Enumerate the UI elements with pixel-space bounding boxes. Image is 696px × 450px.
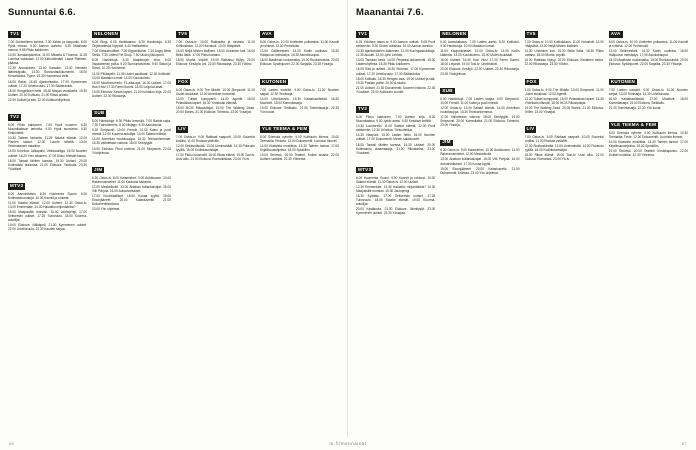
program-listing: 7.00 Lasten suosikit. 9.00 Ostos-tv. 11.00 Nuorten sarjaa. 13.00 Teinisarja. 14.30 Urheilukuvia. <box>608 87 688 96</box>
program-listing: 18.00 NCIS Rikostutkijat. 19.00 The Walking Dead. 20.00 Bones. 21.00 Elokuva: Toiminta. 23.00 Yösarjat. <box>176 105 255 114</box>
program-listing: 6.00 Hankintoja. 7.00 Lasten sarjaa. 9.00 Simpsonit. 10.00 Frendit. 11.00 Kaksi ja puoli miestä. <box>440 96 520 105</box>
program-listing: 19.00 Strömsö. 20.00 Teatteri: Kirsikkapuisto. 22.00 Uutiset ruotsiksi. 22.30 Yöteema. <box>608 149 688 158</box>
channel-name: FOX <box>526 78 537 84</box>
program-listing: 13.30 Tuliset kumppanit. 15.00 Pelastakaa lapset. 16.30 Yhdeksän elämää. 18.00 NCIS Rikostutkijat. <box>524 96 604 105</box>
program-listing: 7.00 Kansainväliset. 7.20 Kipparikurssi. 7.20 Angry Birds Stella. 7.30 Littlest Pet Shop. 7.50 Uudet pikkuponit. <box>92 49 171 58</box>
channel-block <box>8 22 87 102</box>
program-listing: 12.00 Mestarikokit. 13.00 Alaskan kullankaivajat. 15.00 Villi Pohjola. 16.00 Autoarvoitukset. <box>92 184 171 193</box>
right-page <box>348 0 696 437</box>
channel-name: YLE TEEMA & FEM <box>610 122 657 128</box>
program-listing: 6.00 Blogi. 6.05 Harkitaanko. 6.30 Hankintoja. 6.30 Ohjelmatiedot löytyvät. 6.40 Hailisattelut. <box>92 40 171 49</box>
program-listing: 12.00 Sinkkuelämää. 13.00 Unelmahäät. 14.30 Pukeudu tyylillä. 16.00 Kodinkaunistajat. <box>524 144 604 153</box>
program-listing: 13.00 Tanskan kesä. 14.00 Perjantai-dokumentti. 15.00 Lastenohjelmia. 15.30 Pikku kakkonen. <box>356 58 436 67</box>
program-listing: 6.25 Ykkösen aamu-tv. 9.00 Aamun uutiset. 9.05 Puoli seitsemän. 9.30 Suomi uutisissa. 10.00 Aamun aurinko. <box>356 40 436 49</box>
program-listing: 7.00 Suhteellinen kohina. 7.30 Kirkko ja kaupunki. 8.00 Pyhä messu. 9.00 Aamun aurinko. 9.25 Maailman menoa. 9.55 Pikku kakkonen. <box>8 40 87 53</box>
program-listing: 13.00 Grillimestarit. 14.30 Kodin uudistus. 16.00 Hääpuvun metsästys. 17.00 Asuntokaupat. <box>608 49 688 58</box>
program-listing: 6.00 Ostos-tv. 9.00 The Middle. 10.00 Simpsonit. 11.00 Uudet asukkaat. 12.00 Agentit. <box>524 87 604 96</box>
channel-name: JIM <box>94 166 103 172</box>
channel-block <box>260 22 339 66</box>
channel-block <box>92 101 171 155</box>
program-listing: 20.00 Elokuva: Kesäyö. 22.00 Uutiset. 22.30 Rikossarja. 23.30 Yöohjelmaa. <box>440 67 520 76</box>
channel-name: TV1 <box>10 31 20 36</box>
program-listing: 12.00 Sinkkuelämää. 13.00 Unelmahäät. 14.30 Pukeudu tyylillä. 16.00 Kodinkaunistajat. <box>176 144 255 153</box>
program-listing: 18.00 Tanssii tähtien kanssa. 19.30 Uutiset. 20.00 Kotimaista draamaa. 21.00 Elokuva: Talvisota. 23.30 Yöuutiset. <box>8 158 87 171</box>
column-1 <box>8 22 87 420</box>
program-listing: 14.30 Unelmien koti. 15.30 Bella Italia. 16.30 Pikku kartano. 18.00 Murha, kirjoitti. <box>524 49 604 58</box>
program-listing: 11.00 Pilkkapelit. 11.45 Uudet asukkaat. 12.30 Kotikokit. 13.00 Maatalon lomat. 14.00 Koulukolmio. <box>92 71 171 80</box>
channel-block <box>609 70 688 110</box>
right-page-columns <box>356 22 688 420</box>
channel-block <box>525 22 604 66</box>
page-footer <box>0 437 696 450</box>
channel-block <box>176 70 255 114</box>
program-listing: 19.00 The Walking Dead. 20.00 Bones. 21.00 Elokuva: Trilleri. 23.00 Yösarjat. <box>524 105 604 114</box>
column-4 <box>609 22 688 420</box>
program-listing: 23.00 Yön ohjelmat. <box>92 207 120 212</box>
channel-name: NELONEN <box>94 31 119 36</box>
left-page <box>0 0 348 437</box>
channel-name: LIV <box>526 126 535 132</box>
program-listing: 10.30 Luontoretki. 11.00 Salatut elämät. 12.00 Puoli seitsemän. 12.30 Urheilua: Yleisurheilua. <box>356 124 436 133</box>
program-listing: 18.00 Kotikatu. 18.30 Hengen asia. 19.00 Uutiset ja sää. 19.30 Pasilan poliisi. 20.00 A-studio. <box>356 76 436 85</box>
program-listing: 16.00 Sää ja uutiset. 16.30 Strömsö. 17.00 Kymmenen uutiset. 17.20 Urheiluruutu. 17.30 Säätiedotus. <box>356 67 436 76</box>
channel-name: NELONEN <box>442 31 467 36</box>
program-listing: 12.30 Emmerdale. 13.30 Haluatko miljonääriksi? 14.30 Maajussille morsian. 15.30 Jauhojengi. <box>356 184 436 193</box>
channel-block <box>176 22 255 66</box>
program-listing: 14.30 Naapurit. 15.00 Lasten hetki. 16.00 Nuorten uutiset. 17.00 Dokumentti: Meren salaisuudet. <box>356 133 436 142</box>
program-listing: 15.00 Moottoriurheilu: F1-aika-ajot. 16.30 Uutiset. 17.00 Hus! Hus! 17.30 Farmi Suomi. 18.00 Leijonat-kisat. <box>92 80 171 89</box>
program-listing: 16.00 Kalastuselämää. 17.00 Moottorit. 18.00 Komediasarja. 19.00 Elokuva: Seikkailu. <box>608 96 688 105</box>
program-listing: 18.00 Murha, kirjoitti. 19.00 Ratkaisu löytyy. 20.00 Elokuva: Kesäyön uni. 22.00 Rikossarja. 23.30 Yökino. <box>176 58 255 67</box>
program-listing: 18.00 Rikas elämä. 19.00 Tosi-tv: Uusi alku. 21.00 Elokuva: Romanssi. 23.00 Yö-tv. <box>524 153 604 162</box>
program-listing: 17.00 Kuninkaalliset. 18.00 Kovaa kyytiä. 19.00 Eloonjääneet. 20.00 Kalastusretki. 21.00 Dokumenttielokuva. <box>92 194 171 207</box>
program-listing: 16.00 Raksi. 16.45 Ajankohtaisia. 17.00 Kymmenen uutiset. 17.20 Urheiluruutu. 17.30 Säätiedotus. <box>8 79 87 88</box>
left-page-columns <box>8 22 339 420</box>
program-listing: 6.00 Pikku kakkonen. 7.00 Aamun kirja. 8.30 Muumilaakso. 9.00 Jyrkin aamu. 9.30 Kesäiset keittiöt. <box>356 115 436 124</box>
program-listing: 14.00 Klassista musiikkia. 15.30 Taiteen tarinat. 17.00 Kirjallisuusohjelma. 18.00 Sprakfilm. <box>260 144 339 153</box>
program-listing: 11.00 Salatut elämät. 12.00 Uutiset. 12.30 Ostos-tv. 13.00 Emmerdale. 14.00 Haluatko miljonääriksi? <box>8 201 87 210</box>
right-page-title: Maanantai 7.6. <box>356 7 424 18</box>
program-listing: 8.00 Ostos-tv. 10.00 Unelmien poikamies. 11.00 Kauniit ja rohkeat. 12.00 Perhekokit. <box>260 40 339 49</box>
program-listing: 18.00 Tanssii tähtien kanssa. 19.30 Uutiset. 20.00 Kotimainen draamasarja. 21.00 Rikostarina. 23.00 Yöuutiset. <box>356 142 436 155</box>
program-listing: 7.00 Lasten suosikit. 9.00 Ostos-tv. 11.00 Nuorten sarjaa. 12.30 Teinisarja. <box>260 87 339 96</box>
channel-name: AVA <box>610 31 621 36</box>
program-listing: 14.00 Neljä tähden illallinen. 15.00 Unelmien koti. 16.00 Bella Italia. 17.00 Pikku kartano. <box>176 49 255 58</box>
program-listing: 6.00 Aamuhitaisin. 8.30 Huomenta Suomi. 9.00 Kotimaista makuja. 10.00 Kauniit ja rohkeat. <box>8 191 87 200</box>
program-listing: 6.00 Huomenta Suomi. 9.00 Kauniit ja rohkeat. 10.00 Salatut elämät. 11.00 Ostos-tv. 12.00 Uutiset. <box>356 175 436 184</box>
program-listing: 14.00 Urheilua: Jalkapallo, Veikkausliiga. 16.00 Nuorten uutiset. 16.20 Ylen aikainen. 17.00 Doku: Metsän kansa. <box>8 149 87 158</box>
program-listing: 18.00 Maailman ruokamatka. 19.00 Ruokamuistot. 20.00 Elokuva: Sydänjuuret. 22.00 Sarjailta. 23.30 Yösarja. <box>260 58 339 67</box>
channel-block <box>92 22 171 98</box>
program-listing: 9.30 Simpsonit. 10.00 Frendit. 11.00 Kaksi ja puoli miestä. 12.00 Kuorma-autoilijat. 13.00 Salatut elämät. <box>92 128 171 137</box>
program-listing: 19.00 Elokuva: Seikkailu. 21.00 Toimintasarja. 22.30 Yön kuvat. <box>260 105 339 114</box>
program-listing: 16.30 Kylätalo. 17.00 Seitsemän uutiset. 17.25 Tulosruutu. 18.00 Salatut elämät. 19.00 Kuorma-autoilijat. <box>356 194 436 207</box>
program-listing: 7.00 Ostos-tv. 9.00 Rakkaat naapurit. 10.00 Suureksi kodiksi. 11.00 Ruokaa ystäville. <box>524 135 604 144</box>
channel-block <box>609 113 688 157</box>
program-listing: 8.00 Ostos-tv. 10.00 Unelmien poikamies. 11.00 Kauniit ja rohkeat. 12.00 Perhekokit. <box>608 40 688 49</box>
program-listing: 19.00 Elokuva: Kesän lapset. 21.00 Kohtalon kirja. 22.00 Uutiset. 22.30 Rikosarja. <box>92 89 171 98</box>
channel-block <box>609 22 688 66</box>
channel-name: LIV <box>178 126 186 132</box>
program-listing: 7.00 Ostos-tv. 10.00 Kotikokkaus. 11.00 Hoivakoti. 12.00 Hääpäivä. 13.00 Neljä tähden illallinen. <box>524 40 604 49</box>
channel-block <box>176 117 255 161</box>
channel-name: FOX <box>178 78 189 84</box>
program-listing: 6.00 Ostos-tv. 9.00 The Middle. 10.00 Simpsonit. 11.00 Uudet asukkaat. 12.00 Amerikan humoristi. <box>176 87 255 96</box>
program-listing: 10.00 Jumalanpalvelus. 11.00 Mikaela & Thomas. 11.25 Luontoa vakavasti. 12.00 Kirkoniämärit. Lasse Raitinen, pääosa. <box>8 53 87 66</box>
program-listing: 14.00 Amerikan huutokauppa. 15.30 Teinivanhemmat. 16.30 Vaihdetaan vaimoa. 18.00 Selviytyjät. <box>92 137 171 146</box>
program-listing: 15.00 Maajussille morsian. 16.00 Jauhojengi. 17.00 Seitsemän uutiset. 17.25 Tulosruutu. 18.00 Kuorma-autoilijat. <box>8 210 87 223</box>
program-listing: 19.00 Ratkaisu löytyy. 20.00 Elokuva: Kesäinen tarina. 22.00 Rikossarja. 23.30 Yökino. <box>524 58 604 67</box>
channel-block <box>92 158 171 212</box>
channel-name: TV1 <box>358 31 368 36</box>
left-page-number: 66 <box>9 441 15 446</box>
channel-name: MTV3 <box>358 166 372 172</box>
channel-name: SUB <box>442 87 453 93</box>
channel-block <box>525 117 604 161</box>
program-listing: 18.00 Maailman ruokamatka. 19.00 Ruokamuistot. 20.00 Elokuva: Sydänjuuret. 22.00 Sarjailta. 23.30 Yösarja. <box>608 58 688 67</box>
channel-block <box>525 70 604 114</box>
channel-name: TV5 <box>526 31 536 36</box>
column-3 <box>176 22 255 420</box>
channel-name: YLE TEEMA & FEM <box>262 126 308 132</box>
program-listing: 19.00 Elokuva: Nälkäpeli. 21.30 Kymmenen uutiset. 22.00 Urheiluruutu. 22.30 Kauden sarjaa. <box>8 223 87 232</box>
program-listing: 18.00 Hengellinen hetki. 18.30 Marjan vuosikerta. 19.30 Uutiset. 20.00 Kotikatu. 21.00 Elävä arkisto. <box>8 88 87 97</box>
program-listing: 17.00 Pikku huushollit. 18.00 Rikas elämä. 19.00 Tosi-tv: Uusi alku. 21.00 Elokuva: Romantiikkaa. 23.00 Yö-tv. <box>176 153 255 162</box>
program-listing: 8.00 Svenska nyheter. 9.00 Kulttuurin kierros. 10.30 Teemailta: Tiede. 12.00 Dokumentti: Luonnon ihmeet. <box>608 131 688 140</box>
program-listing: 7.00 Ostos-tv. 9.00 Rakkaat naapurit. 10.00 Suureksi kodiksi. 11.00 Ruokaa ystäville. <box>176 135 255 144</box>
program-listing: 21.00 Uutiset. 21.30 Dokumentti: Suomen historia. 22.30 Yöuutiset. 23.00 Kulttuurin vuodet. <box>356 85 436 94</box>
channel-block <box>440 130 519 174</box>
channel-name: KUTONEN <box>262 78 287 84</box>
program-listing: 13.00 Grillimestarit. 14.00 Kodin uudistus. 15.30 Hääpuvun metsästys. 16.30 Asuntokaupat. <box>260 49 339 58</box>
program-listing: 14.00 Urheilukuvia. 15.30 Kalastuselämää. 16.30 Moottorit. 18.00 Komediasarja. <box>260 96 339 105</box>
right-page-number: 67 <box>681 441 687 446</box>
program-listing: 8.00 Svenska nyheter. 9.00 Kulttuurin kierros. 10.00 Teemailta: Historia. 12.00 Dokumentti: Luonnon ihmeet. <box>260 135 339 144</box>
program-listing: 13.00 Tuliset kumppanit. 14.00 Agentit. 15.00 Pelastakaa lapset. 16.30 Yhdeksän elämää. <box>176 96 255 105</box>
program-listing: 16.00 Uutiset. 16.30 Hus! Hus! 17.00 Farmi Suomi. 18.00 Leijonat. 19.00 Tosi-tv: Unelmakoti. <box>440 58 520 67</box>
program-listing: 12.30 Annuskinen. 13.00 Karaoke. 13.30 Hämeen lääninkilpailu. 14.30 Sunnuntaidokumentti. 15.00 Kenonkkisia. Tyyne. 15.30 Huomenna vielä. <box>8 66 87 79</box>
channel-name: SUB <box>94 110 105 116</box>
program-listing: 10.30 Ajankohtainen kakkonen. 11.00 Kuningaskuluttaja. 11.30 Akuutti. 12.00 Jyrki Lehtola. <box>356 49 436 58</box>
channel-name: TV2 <box>10 114 20 120</box>
channel-block <box>8 174 87 232</box>
channel-block <box>356 97 435 155</box>
column-3 <box>525 22 604 420</box>
program-listing: 12.00 Ostos-tv. 13.00 Salatut elämät. 14.00 Amerikan huutokauppa. 15.30 Teinivanhemmat. <box>440 105 520 114</box>
column-4 <box>260 22 339 420</box>
channel-name: MTV3 <box>10 182 24 188</box>
program-listing: 8.05 Hankintoja. 8.30 Maailmojen eloa. 9.00 Vapaaherran poika. 9.20 Sunnuntaivieras. 9.50 Siskot ja Simot. 10.25 Hoviherrat. <box>92 58 171 71</box>
channel-block <box>440 22 519 76</box>
program-listing: 11.00 Kaupunkilaiset. 12.00 Ostos-tv. 13.00 Kodin käännös. 14.00 Koulukolmio. 15.00 Uudet asukkaat. <box>440 49 520 58</box>
channel-block <box>356 158 435 216</box>
program-listing: 6.30 Ostos-tv. 9.00 Kalamiehet. 10.00 Autokuume. 11.00 Rakennusmiehet. 12.00 Mestarikokit. <box>440 148 520 157</box>
channel-name: JIM <box>442 139 451 145</box>
program-listing: 19.00 Strömsö. 20.00 Teatteri: Kolme sisarta. 22.00 Uutiset ruotsiksi. 22.30 Yöteema. <box>260 153 339 162</box>
channel-name: KUTONEN <box>610 78 636 84</box>
channel-block <box>260 117 339 161</box>
program-listing: 19.00 Eloonjääneet. 20.00 Kalastusretki. 21.00 Dokumentti: Erämaa. 23.00 Yön ohjelmat. <box>440 166 520 175</box>
program-listing: 17.00 Vaihdetaan vaimoa. 18.00 Selviytyjät. 19.00 Simpsonit. 20.00 Komediailta. 21.00 Elokuva: Toiminta. 23.00 Yösarja. <box>440 115 520 128</box>
program-listing: 6.00 Hankintoja. 6.30 Pikku lemmikit. 7.00 Barbie-sarja. 7.30 Transformers. 8.00 Ninjago. 8.30 Aamuhuvia. <box>92 119 171 128</box>
website-url: is.fi/mennaisat <box>329 441 367 446</box>
program-listing: 6.30 Ostos-tv. 8.00 Kalamiehet. 9.00 Autokuume. 10.00 Rakennusmiehet. 11.00 Kaukana kaikesta. <box>92 175 171 184</box>
program-listing: 22.00 Uutiset ja sää. 22.30 Kulttuuriohjelmat. <box>8 97 71 102</box>
column-2 <box>440 22 519 420</box>
program-listing: 6.00 Pikku kakkonen. 7.00 Hyvä huomen. 8.30 Muumilaakson tarinoita. 9.00 Hyvä sunnuntai. 9.30 Kirkkohetki. <box>8 123 87 136</box>
left-page-title: Sunnuntai 6.6. <box>8 7 76 18</box>
program-listing: 6.00 Aamukatsaus. 7.00 Lasten aamu. 8.30 Kotikokit. 9.30 Hankintoja. 10.00 Maatalon lomat. <box>440 40 520 49</box>
program-listing: 10.30 Taiteen tarinoita. 11.25 Salatut elämät. 12.00 Pienten taskut. 12.30 Luonto lähellä. 13.00 Vedenalainen maailma. <box>8 136 87 149</box>
column-1 <box>356 22 435 420</box>
program-listing: 13.00 Alaskan kullankaivajat. 15.00 Villi Pohjola. 16.00 Autoarvoitukset. 17.00 Kovaa kyytiä. <box>440 157 520 166</box>
channel-block <box>8 105 87 171</box>
channel-block <box>356 22 435 94</box>
program-listing: 14.00 Klassista musiikkia. 15.30 Taiteen tarinat. 17.00 Kirjallisuusohjelma. 18.00 Sprakfilm. <box>608 140 688 149</box>
channel-block <box>260 70 339 114</box>
column-2 <box>92 22 171 420</box>
channel-name: TV2 <box>358 106 368 112</box>
channel-block <box>440 79 519 127</box>
channel-name: TV5 <box>178 31 188 36</box>
program-listing: 7.00 Ostos-tv. 10.00 Rakkautta ja rikoksia. 11.00 Kotikokkaus. 12.00 Hoivakoti. 13.00 Hääpäivä. <box>176 40 255 49</box>
program-listing: 19.00 Elokuva: Pieni unelma. 21.00 Simpsonit. 22.00 Yöohjelmaa. <box>92 146 171 155</box>
channel-name: AVA <box>262 31 272 36</box>
program-listing: 20.00 Kesäkuvia. 21.00 Elokuva: Jännitystä. 23.00 Kymmenen uutiset. 23.30 Yösarjaa. <box>356 207 436 216</box>
program-listing: 21.00 Toimintasarja. 22.30 Yön kuvat. <box>608 105 662 110</box>
